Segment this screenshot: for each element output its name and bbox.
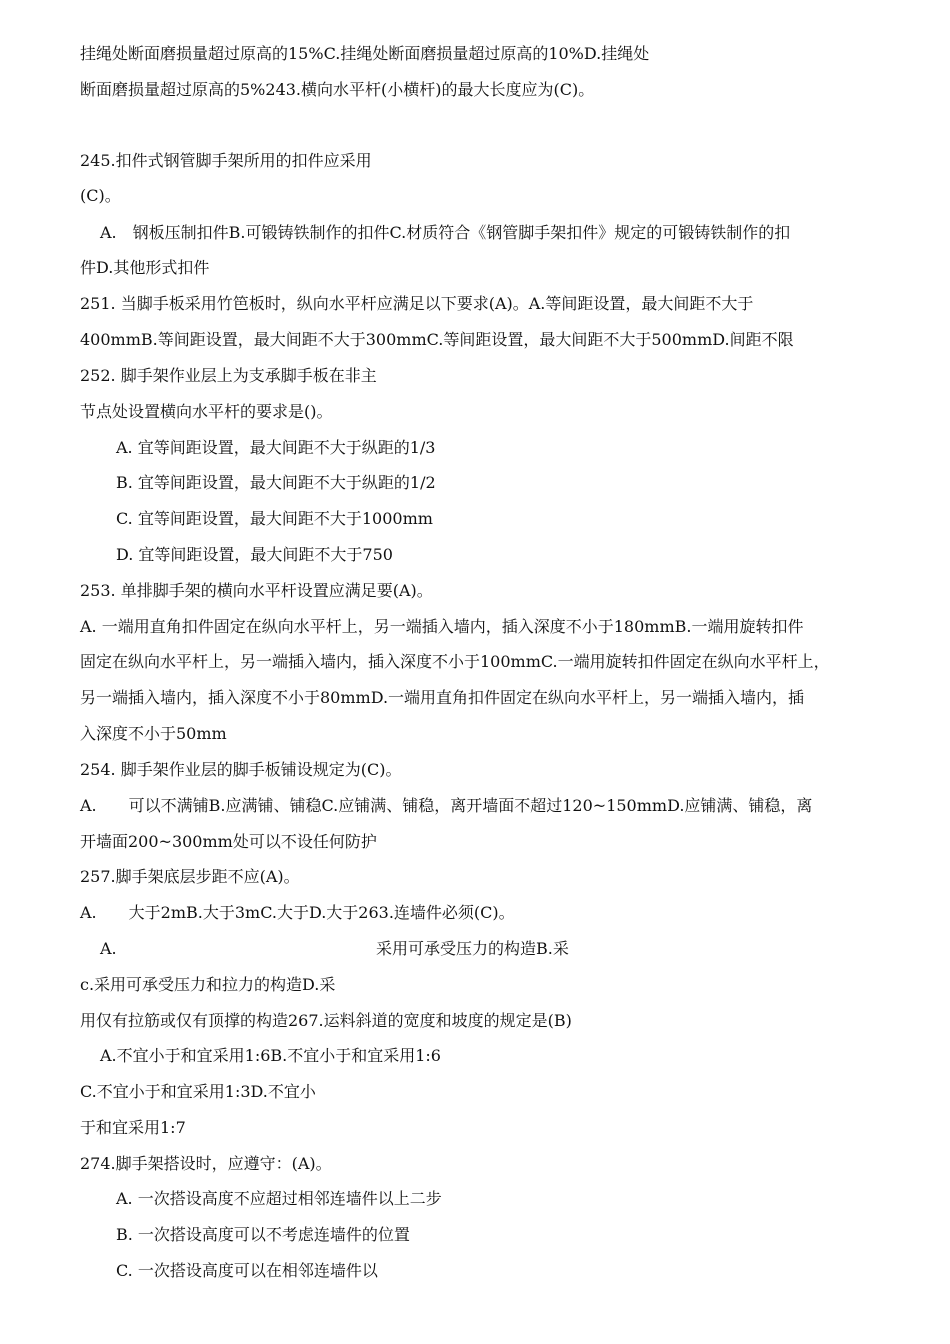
text-line: 251. 当脚手板采用竹笆板时，纵向水平杆应满足以下要求(A)。A.等间距设置，最大间距不大于 bbox=[80, 294, 754, 313]
text-line: 固定在纵向水平杆上，另一端插入墙内，插入深度不小于100mmC.一端用旋转扣件固定在纵向水平杆上， bbox=[80, 652, 830, 671]
text-line: 于和宜采用1:7 bbox=[80, 1118, 186, 1137]
text-line: c.采用可承受压力和拉力的构造D.采 bbox=[80, 975, 336, 994]
text-line: 252. 脚手架作业层上为支承脚手板在非主 bbox=[80, 366, 377, 385]
text-line: 节点处设置横向水平杆的要求是()。 bbox=[80, 402, 333, 421]
text-line: 257.脚手架底层步距不应(A)。 bbox=[80, 867, 300, 886]
text-line: A. 大于2mB.大于3mC.大于D.大于263.连墙件必须(C)。 bbox=[80, 903, 515, 922]
text-line: 挂绳处断面磨损量超过原高的15%C.挂绳处断面磨损量超过原高的10%D.挂绳处 bbox=[80, 44, 650, 63]
answer-option: A. 宜等间距设置，最大间距不大于纵距的1/3 bbox=[116, 438, 436, 457]
answer-option: B. 一次搭设高度可以不考虑连墙件的位置 bbox=[116, 1225, 410, 1244]
text-line: 断面磨损量超过原高的5%243.横向水平杆(小横杆)的最大长度应为(C)。 bbox=[80, 80, 595, 99]
text-line: 254. 脚手架作业层的脚手板铺设规定为(C)。 bbox=[80, 760, 402, 779]
text-line: 245.扣件式钢管脚手架所用的扣件应采用 bbox=[80, 151, 372, 170]
text-line: A.不宜小于和宜采用1:6B.不宜小于和宜采用1:6 bbox=[100, 1046, 441, 1065]
text-line: A. bbox=[100, 939, 117, 958]
text-line: 采用可承受压力的构造B.采 bbox=[376, 939, 569, 958]
text-line: C.不宜小于和宜采用1:3D.不宜小 bbox=[80, 1082, 316, 1101]
text-line: 用仅有拉筋或仅有顶撑的构造267.运料斜道的宽度和坡度的规定是(B) bbox=[80, 1011, 572, 1030]
text-line: 253. 单排脚手架的横向水平杆设置应满足要(A)。 bbox=[80, 581, 433, 600]
text-line: 件D.其他形式扣件 bbox=[80, 258, 210, 277]
answer-option: C. 宜等间距设置，最大间距不大于1000mm bbox=[116, 509, 433, 528]
text-line: 400mmB.等间距设置，最大间距不大于300mmC.等间距设置，最大间距不大于500mmD.间距不限 bbox=[80, 330, 794, 349]
answer-option: C. 一次搭设高度可以在相邻连墙件以 bbox=[116, 1261, 378, 1280]
answer-option: D. 宜等间距设置，最大间距不大于750 bbox=[116, 545, 393, 564]
answer-option: B. 宜等间距设置，最大间距不大于纵距的1/2 bbox=[116, 473, 436, 492]
text-line: A. 可以不满铺B.应满铺、铺稳C.应铺满、铺稳，离开墙面不超过120~150mmD.应铺满、铺稳，离 bbox=[80, 796, 813, 815]
text-line: 开墙面200~300mm处可以不设任何防护 bbox=[80, 832, 377, 851]
text-line: 入深度不小于50mm bbox=[80, 724, 227, 743]
text-line: 另一端插入墙内，插入深度不小于80mmD.一端用直角扣件固定在纵向水平杆上，另一端插入墙内，插 bbox=[80, 688, 805, 707]
answer-option: A. 一次搭设高度不应超过相邻连墙件以上二步 bbox=[116, 1189, 442, 1208]
text-line: A. 一端用直角扣件固定在纵向水平杆上，另一端插入墙内，插入深度不小于180mmB.一端用旋转扣件 bbox=[80, 617, 804, 636]
text-line: A. 钢板压制扣件B.可锻铸铁制作的扣件C.材质符合《钢管脚手架扣件》规定的可锻铸铁制作的扣 bbox=[100, 223, 791, 242]
text-line: (C)。 bbox=[80, 186, 121, 205]
text-line: 274.脚手架搭设时，应遵守：(A)。 bbox=[80, 1154, 332, 1173]
